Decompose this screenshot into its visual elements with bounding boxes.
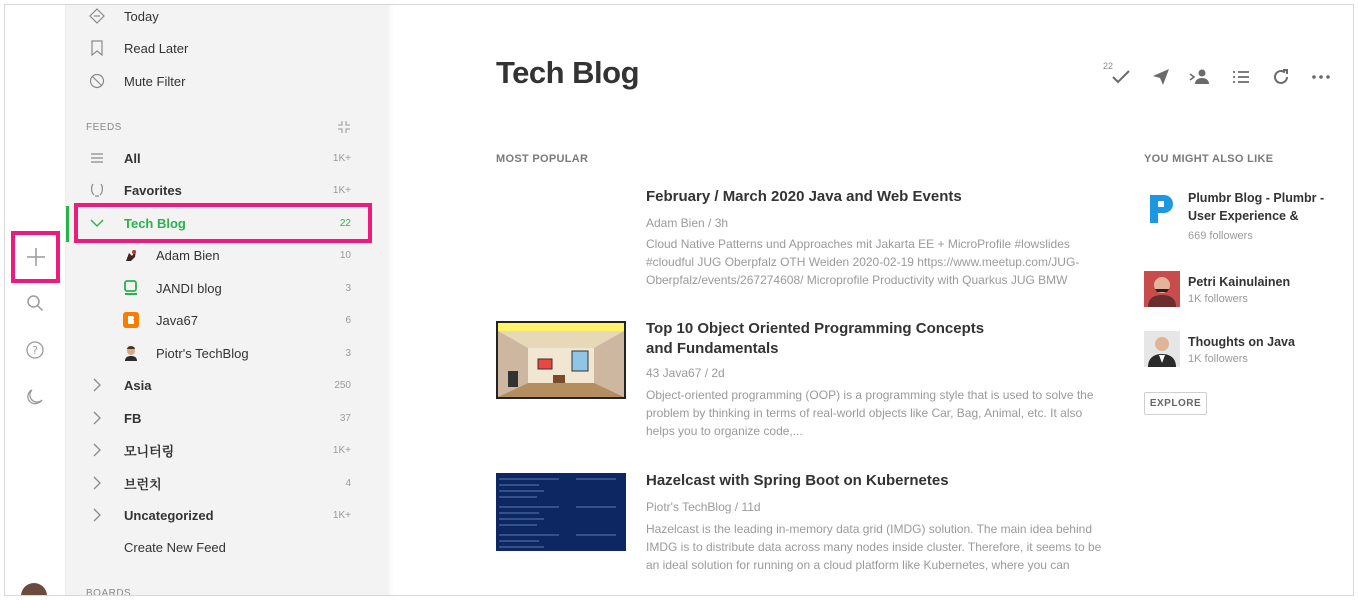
folder-uncategorized[interactable] xyxy=(66,500,366,530)
feeds-sidebar xyxy=(66,5,386,595)
article-summary: Cloud Native Patterns und Approaches mit Jakarta EE + MicroProfile #lowslides #cloudful JUG Oberpfalz OTH Weiden 2020-02-19 https://www.meetup.com/JUG-Oberpfalz/events/267274608/ Microprofile Productivity with Quarkus JUG BMW xyxy=(646,237,1080,287)
nav-label: Read Later xyxy=(124,40,189,56)
nav-today[interactable] xyxy=(66,5,366,31)
folder-monitoring[interactable] xyxy=(66,435,366,465)
article-title[interactable]: Hazelcast with Spring Boot on Kubernetes xyxy=(646,472,949,489)
nav-mute-filter[interactable] xyxy=(66,66,366,96)
nav-label: Mute Filter xyxy=(124,73,186,89)
team-button[interactable] xyxy=(1181,65,1221,89)
unread-count: 3 xyxy=(345,347,351,359)
feed-java67[interactable] xyxy=(66,305,366,335)
help-icon xyxy=(25,340,45,360)
mark-as-read-button[interactable] xyxy=(1101,61,1141,89)
blogger-favicon xyxy=(122,311,140,329)
feed-label: All xyxy=(124,150,141,166)
people-icon xyxy=(1189,69,1213,85)
article-thumbnail xyxy=(496,473,626,551)
more-options-button[interactable] xyxy=(1301,65,1341,89)
create-feed-label: Create New Feed xyxy=(124,539,226,555)
svg-text:?: ? xyxy=(32,344,38,357)
today-icon xyxy=(88,7,106,25)
plumbr-logo xyxy=(1144,191,1180,227)
boards-section-header: BOARDS xyxy=(86,588,132,595)
more-icon xyxy=(1312,75,1330,79)
plus-icon xyxy=(25,246,47,268)
folder-brunch[interactable] xyxy=(66,468,366,498)
article-thumbnail xyxy=(496,321,626,399)
bookmark-icon xyxy=(88,39,106,57)
feed-jandi-blog[interactable] xyxy=(66,273,366,303)
page-title: Tech Blog xyxy=(496,55,640,90)
jandi-favicon xyxy=(122,279,140,297)
recommended-feed-followers: 1K followers xyxy=(1188,353,1248,365)
left-rail xyxy=(5,5,66,595)
feed-label: Adam Bien xyxy=(156,247,220,263)
layout-button[interactable] xyxy=(1221,65,1261,89)
share-button[interactable] xyxy=(1141,65,1181,89)
unread-count: 10 xyxy=(339,249,351,261)
thoughts-on-java-avatar xyxy=(1144,331,1180,367)
unread-count: 250 xyxy=(334,379,351,391)
search-icon xyxy=(26,294,44,312)
feed-label: Java67 xyxy=(156,312,198,328)
feed-label: JANDI blog xyxy=(156,280,222,296)
moon-icon xyxy=(26,388,44,406)
chevron-right-icon[interactable] xyxy=(88,409,106,427)
main-content xyxy=(386,5,1354,595)
send-icon xyxy=(1152,68,1170,86)
folder-label: 브런치 xyxy=(124,476,162,492)
folder-fb[interactable] xyxy=(66,403,366,433)
unread-count: 6 xyxy=(345,314,351,326)
feed-all[interactable] xyxy=(66,143,366,173)
refresh-button[interactable] xyxy=(1261,65,1301,89)
search-button[interactable] xyxy=(15,283,55,323)
create-new-feed-link[interactable] xyxy=(66,532,366,562)
mute-icon xyxy=(88,72,106,90)
folder-label: Uncategorized xyxy=(124,507,214,523)
feed-label: Piotr's TechBlog xyxy=(156,345,249,361)
petri-avatar xyxy=(1144,271,1180,307)
unread-count: 1K+ xyxy=(332,152,351,164)
recommended-feed-name[interactable]: Petri Kainulainen xyxy=(1188,275,1291,289)
refresh-icon xyxy=(1272,68,1290,86)
app-window xyxy=(4,4,1354,596)
folder-label: FB xyxy=(124,410,142,426)
chevron-right-icon[interactable] xyxy=(88,474,106,492)
unread-count: 1K+ xyxy=(332,444,351,456)
unread-count: 1K+ xyxy=(332,184,351,196)
feed-label: Favorites xyxy=(124,182,182,198)
unread-count: 37 xyxy=(339,412,351,424)
feed-favorites[interactable] xyxy=(66,175,366,205)
folder-label: Asia xyxy=(124,377,152,393)
article-title[interactable]: February / March 2020 Java and Web Events xyxy=(646,188,962,205)
night-mode-button[interactable] xyxy=(15,377,55,417)
mark-read-count: 22 xyxy=(1103,61,1114,71)
add-content-button[interactable] xyxy=(11,231,60,283)
recommended-feed-followers: 669 followers xyxy=(1188,230,1253,242)
list-icon xyxy=(88,149,106,167)
feed-toolbar xyxy=(1101,61,1341,89)
feed-piotrs-techblog[interactable] xyxy=(66,338,366,368)
article-summary: Hazelcast is the leading in-memory data grid (IMDG) solution. The main idea behind IMDG is to distribute data across many nodes inside cluster. Therefore, it seems to be an ideal solution for running on a cloud platform like Kubernetes, where you can xyxy=(646,522,1102,572)
check-icon xyxy=(1111,69,1131,85)
recommended-feed-name[interactable]: Plumbr Blog - Plumbr - User Experience & xyxy=(1188,191,1325,223)
piotr-avatar-icon xyxy=(122,344,140,362)
chevron-right-icon[interactable] xyxy=(88,376,106,394)
nav-label: Today xyxy=(124,8,159,24)
unread-count: 1K+ xyxy=(332,509,351,521)
feeds-section-header: FEEDS xyxy=(86,122,122,133)
nav-read-later[interactable] xyxy=(66,33,366,63)
most-popular-header: MOST POPULAR xyxy=(496,153,589,165)
recommend-header: YOU MIGHT ALSO LIKE xyxy=(1144,153,1274,165)
article-summary: Object-oriented programming (OOP) is a programming style that is used to solve the problem by thinking in terms of real-world objects like Car, Bag, Animal, etc. It also helps you to organize code,... xyxy=(646,388,1094,438)
article-meta: Adam Bien / 3h xyxy=(646,216,729,230)
explore-button[interactable]: EXPLORE xyxy=(1144,392,1207,415)
list-view-icon xyxy=(1232,70,1250,84)
article-meta: Piotr's TechBlog / 11d xyxy=(646,500,761,514)
recommended-feed-name[interactable]: Thoughts on Java xyxy=(1188,335,1295,349)
favorites-icon xyxy=(88,181,106,199)
user-avatar[interactable] xyxy=(21,583,47,596)
article-meta: 43 Java67 / 2d xyxy=(646,366,725,380)
folder-asia[interactable] xyxy=(66,370,366,400)
unread-count: 22 xyxy=(339,217,351,229)
help-button[interactable] xyxy=(15,330,55,370)
article-title[interactable]: Top 10 Object Oriented Programming Concepts and Fundamentals xyxy=(646,320,985,357)
unread-count: 4 xyxy=(345,477,351,489)
recommended-feed-followers: 1K followers xyxy=(1188,293,1248,305)
unread-count: 3 xyxy=(345,282,351,294)
chevron-right-icon[interactable] xyxy=(88,506,106,524)
feed-adam-bien[interactable] xyxy=(66,240,366,270)
tech-blog-highlight-box xyxy=(74,203,372,243)
folder-label: 모니터링 xyxy=(124,443,175,459)
collapse-all-icon[interactable] xyxy=(337,120,351,139)
adam-bien-favicon xyxy=(122,246,140,264)
feed-label: Tech Blog xyxy=(124,215,186,231)
chevron-right-icon[interactable] xyxy=(88,441,106,459)
sidebar-shadow xyxy=(386,5,394,595)
